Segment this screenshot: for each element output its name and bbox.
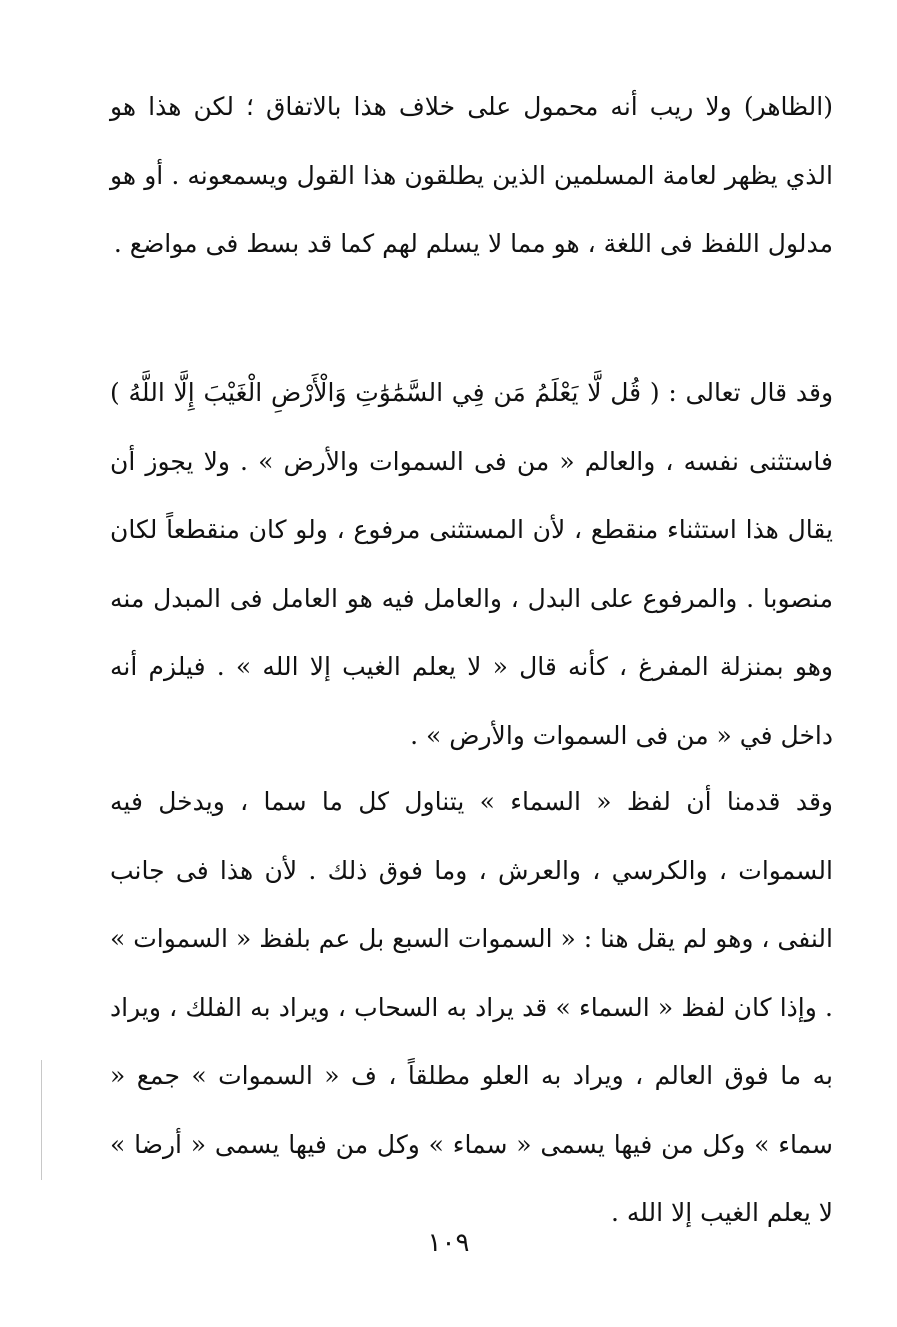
- paragraph-2: [110, 359, 833, 770]
- verse-line: [110, 359, 833, 770]
- verse-intro: وقد قال تعالى : (: [649, 378, 834, 407]
- paragraph-1-text: (الظاهر) ولا ريب أنه محمول على خلاف هذا بالاتفاق ؛ لكن هذا هو الذي يظهر لعامة المسلمين الذين يطلقون هذا القول ويسمعونه . أو هو مدلول اللفظ فى اللغة ، هو مما لا يسلم لهم كما قد بسط فى مواضع .: [110, 92, 833, 258]
- verse-close: ): [110, 378, 120, 407]
- paragraph-3-text: وقد قدمنا أن لفظ « السماء » يتناول كل ما سما ، ويدخل فيه السموات ، والكرسي ، والعرش ، وما فوق ذلك . لأن هذا فى جانب النفى ، وهو لم يقل هنا : « السموات السبع بل عم بلفظ « السموات » . وإذا كان لفظ « السماء » قد يراد به السحاب ، ويراد به الفلك ، ويراد به ما فوق العالم ، ويراد به العلو مطلقاً ، ف « السموات » جمع « سماء » وكل من فيها يسمى « سماء » وكل من فيها يسمى « أرضا » لا يعلم الغيب إلا الله .: [110, 787, 833, 1227]
- paragraph-2-text: فاستثنى نفسه ، والعالم « من فى السموات والأرض » . ولا يجوز أن يقال هذا استثناء منقطع ، لأن المستثنى مرفوع ، ولو كان منقطعاً لكان منصوبا . والمرفوع على البدل ، والعامل فيه هو العامل فى المبدل منه وهو بمنزلة المفرغ ، كأنه قال « لا يعلم الغيب إلا الله » . فيلزم أنه داخل في « من فى السموات والأرض » .: [110, 446, 833, 750]
- paragraph-1: [110, 73, 833, 279]
- paragraph-3: [110, 768, 833, 1248]
- quran-verse: قُل لَّا يَعْلَمُ مَن فِي السَّمَٰوَٰتِ وَالْأَرْضِ الْغَيْبَ إِلَّا اللَّهُ: [128, 378, 642, 407]
- scan-edge-line: [41, 1060, 42, 1180]
- page-number: ١٠٩: [427, 1228, 470, 1258]
